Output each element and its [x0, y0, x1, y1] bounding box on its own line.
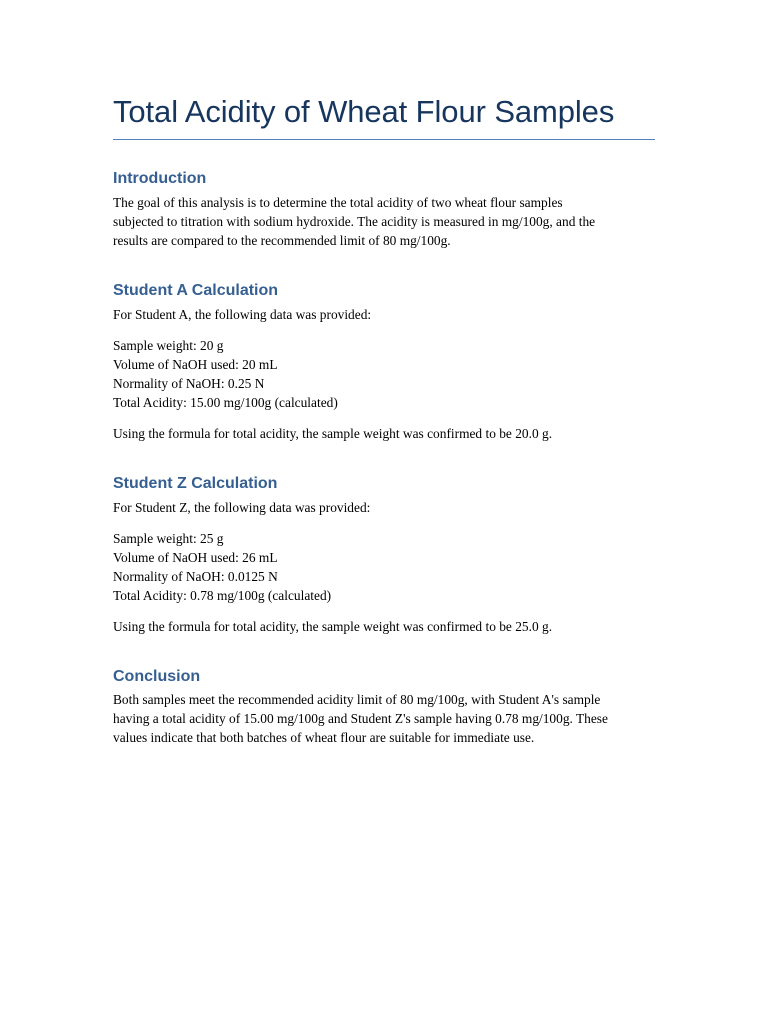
student-a-result: Using the formula for total acidity, the sample weight was confirmed to be 20.0 g. [113, 425, 553, 441]
conclusion-line: Both samples meet the recommended acidity limit of 80 mg/100g, with Student A's sample [113, 692, 601, 708]
student-a-data-item: Total Acidity: 15.00 mg/100g (calculated) [113, 394, 338, 410]
student-a-data-item: Sample weight: 20 g [113, 337, 224, 353]
introduction-heading: Introduction [113, 170, 207, 188]
student-a-section [113, 281, 655, 443]
student-a-heading: Student A Calculation [113, 281, 279, 299]
student-z-data-list [113, 529, 655, 605]
conclusion-line: values indicate that both batches of wheat flour are suitable for immediate use. [113, 730, 535, 746]
conclusion-section [113, 667, 655, 748]
introduction-line: subjected to titration with sodium hydroxide. The acidity is measured in mg/100g, and the [113, 213, 596, 229]
student-z-result: Using the formula for total acidity, the sample weight was confirmed to be 25.0 g. [113, 618, 553, 634]
student-z-data-item: Volume of NaOH used: 26 mL [113, 549, 278, 565]
student-a-data-item: Normality of NaOH: 0.25 N [113, 375, 265, 391]
student-a-data-list [113, 336, 655, 412]
document-title: Total Acidity of Wheat Flour Samples [113, 93, 655, 140]
student-z-section [113, 474, 655, 636]
student-z-data-item: Normality of NaOH: 0.0125 N [113, 568, 278, 584]
student-z-heading: Student Z Calculation [113, 474, 278, 492]
student-z-intro: For Student Z, the following data was provided: [113, 499, 371, 515]
student-a-data-item: Volume of NaOH used: 20 mL [113, 356, 278, 372]
student-z-data-item: Sample weight: 25 g [113, 530, 224, 546]
conclusion-line: having a total acidity of 15.00 mg/100g and Student Z's sample having 0.78 mg/100g. These [113, 711, 608, 727]
introduction-line: results are compared to the recommended limit of 80 mg/100g. [113, 232, 451, 248]
introduction-section [113, 169, 655, 250]
introduction-line: The goal of this analysis is to determine the total acidity of two wheat flour samples [113, 194, 563, 210]
conclusion-heading: Conclusion [113, 667, 201, 685]
student-z-data-item: Total Acidity: 0.78 mg/100g (calculated) [113, 587, 332, 603]
student-a-intro: For Student A, the following data was provided: [113, 306, 372, 322]
